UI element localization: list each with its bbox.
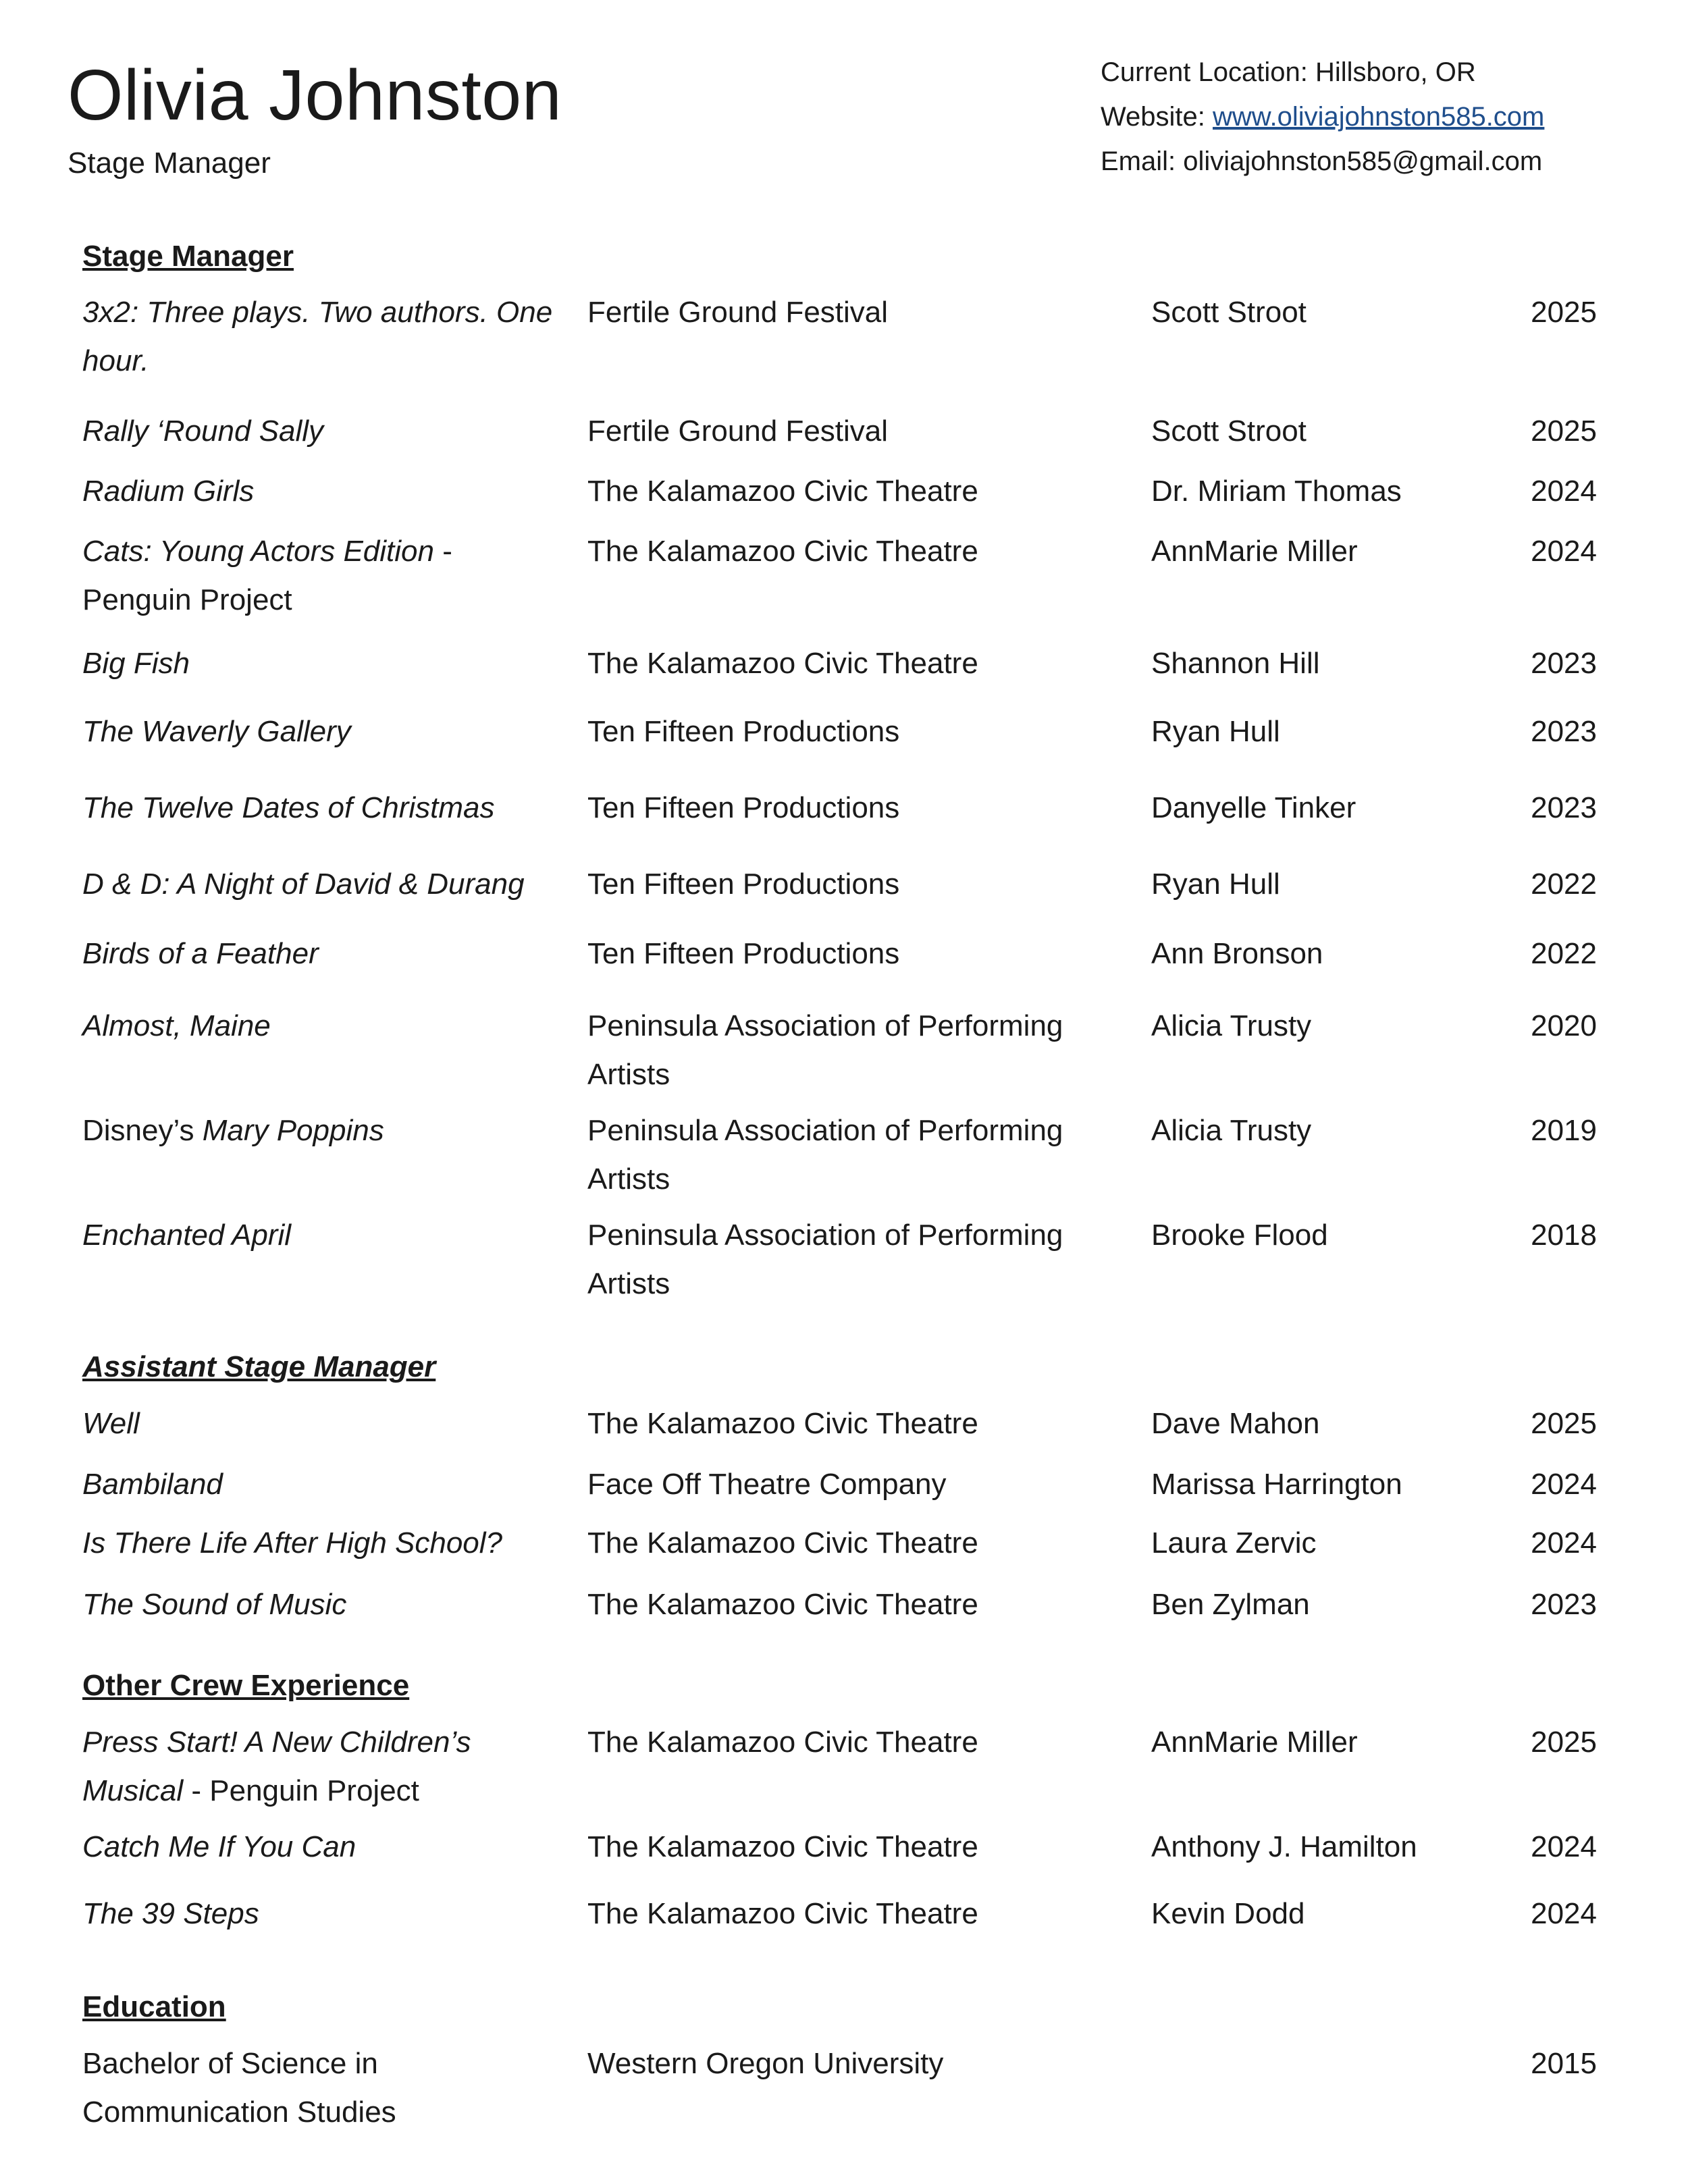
credit-venue: The Kalamazoo Civic Theatre — [587, 535, 978, 568]
credit-year: 2025 — [1531, 1407, 1597, 1440]
credit-director: Alicia Trusty — [1151, 1009, 1312, 1042]
credit-title: Enchanted April — [82, 1219, 292, 1252]
credit-year: 2025 — [1531, 1726, 1597, 1759]
credit-title: Big Fish — [82, 647, 190, 680]
credit-title: Rally ‘Round Sally — [82, 415, 324, 448]
credit-title: Almost, Maine — [82, 1009, 271, 1042]
credit-year: 2024 — [1531, 1897, 1597, 1930]
credit-year: 2023 — [1531, 791, 1597, 824]
credit-venue: The Kalamazoo Civic Theatre — [587, 1588, 978, 1621]
credit-director: Laura Zervic — [1151, 1526, 1317, 1560]
credit-director: Dr. Miriam Thomas — [1151, 475, 1402, 508]
credit-year: 2023 — [1531, 1588, 1597, 1621]
credit-title: Bambiland — [82, 1468, 223, 1501]
credit-title: Press Start! A New Children’s Musical - Penguin Project — [82, 1726, 471, 1807]
credit-venue: Ten Fifteen Productions — [587, 868, 900, 901]
credit-year: 2023 — [1531, 647, 1597, 680]
credit-title: Is There Life After High School? — [82, 1526, 503, 1560]
credit-year: 2024 — [1531, 535, 1597, 568]
website-prefix: Website: — [1101, 102, 1213, 132]
credit-venue: The Kalamazoo Civic Theatre — [587, 1726, 978, 1759]
resume-name: Olivia Johnston — [68, 55, 562, 135]
education-degree: Bachelor of Science in Communication Studies — [82, 2047, 396, 2129]
credit-director: Alicia Trusty — [1151, 1114, 1312, 1147]
credit-venue: Fertile Ground Festival — [587, 296, 889, 329]
credit-venue: The Kalamazoo Civic Theatre — [587, 1830, 978, 1863]
contact-block — [1101, 55, 1544, 189]
section-heading-stage-manager: Stage Manager — [82, 240, 294, 273]
section-heading-assistant-stage-manager: Assistant Stage Manager — [82, 1350, 436, 1383]
credit-year: 2024 — [1531, 1830, 1597, 1863]
website-line — [1101, 100, 1544, 144]
credit-year: 2022 — [1531, 937, 1597, 970]
credit-year: 2024 — [1531, 475, 1597, 508]
credit-director: AnnMarie Miller — [1151, 1726, 1358, 1759]
credit-year: 2020 — [1531, 1009, 1597, 1042]
credit-director: Shannon Hill — [1151, 647, 1320, 680]
credit-year: 2019 — [1531, 1114, 1597, 1147]
credit-title: 3x2: Three plays. Two authors. One hour. — [82, 296, 553, 377]
credit-venue: Fertile Ground Festival — [587, 415, 889, 448]
credit-year: 2025 — [1531, 296, 1597, 329]
credit-year: 2023 — [1531, 715, 1597, 748]
credit-venue: The Kalamazoo Civic Theatre — [587, 1407, 978, 1440]
credit-title: The Twelve Dates of Christmas — [82, 791, 495, 824]
credit-year: 2022 — [1531, 868, 1597, 901]
credit-title: D & D: A Night of David & Durang — [82, 868, 525, 901]
education-year: 2015 — [1531, 2047, 1597, 2080]
credit-title: The Sound of Music — [82, 1588, 347, 1621]
credit-director: Dave Mahon — [1151, 1407, 1320, 1440]
credit-title: The Waverly Gallery — [82, 715, 351, 748]
credit-venue: The Kalamazoo Civic Theatre — [587, 475, 978, 508]
credit-director: Brooke Flood — [1151, 1219, 1328, 1252]
credit-director: Kevin Dodd — [1151, 1897, 1305, 1930]
website-link[interactable]: www.oliviajohnston585.com — [1213, 102, 1545, 132]
credit-title: Well — [82, 1407, 140, 1440]
credit-venue: The Kalamazoo Civic Theatre — [587, 647, 978, 680]
credit-title: Catch Me If You Can — [82, 1830, 357, 1863]
credit-venue: Peninsula Association of Performing Artists — [587, 1219, 1063, 1300]
credit-year: 2024 — [1531, 1468, 1597, 1501]
credit-director: Anthony J. Hamilton — [1151, 1830, 1417, 1863]
location-line: Current Location: Hillsboro, OR — [1101, 57, 1476, 87]
credit-director: AnnMarie Miller — [1151, 535, 1358, 568]
credit-year: 2018 — [1531, 1219, 1597, 1252]
credit-title: Cats: Young Actors Edition - Penguin Project — [82, 535, 452, 616]
credit-director: Ann Bronson — [1151, 937, 1323, 970]
resume-subtitle: Stage Manager — [68, 147, 271, 180]
credit-venue: The Kalamazoo Civic Theatre — [587, 1526, 978, 1560]
credit-title: Radium Girls — [82, 475, 255, 508]
credit-year: 2024 — [1531, 1526, 1597, 1560]
credit-director: Danyelle Tinker — [1151, 791, 1356, 824]
section-heading-education: Education — [82, 1990, 226, 2023]
credit-title: Disney’s Mary Poppins — [82, 1114, 384, 1147]
credit-venue: Ten Fifteen Productions — [587, 715, 900, 748]
credit-director: Scott Stroot — [1151, 296, 1307, 329]
education-school: Western Oregon University — [587, 2047, 944, 2080]
credit-venue: Ten Fifteen Productions — [587, 937, 900, 970]
credit-director: Ryan Hull — [1151, 715, 1280, 748]
credit-director: Scott Stroot — [1151, 415, 1307, 448]
credit-title: The 39 Steps — [82, 1897, 259, 1930]
credit-venue: Peninsula Association of Performing Artists — [587, 1114, 1063, 1196]
credit-director: Ben Zylman — [1151, 1588, 1310, 1621]
credit-venue: Ten Fifteen Productions — [587, 791, 900, 824]
credit-venue: Face Off Theatre Company — [587, 1468, 947, 1501]
credit-year: 2025 — [1531, 415, 1597, 448]
credit-director: Ryan Hull — [1151, 868, 1280, 901]
email-line: Email: oliviajohnston585@gmail.com — [1101, 147, 1543, 176]
credit-venue: Peninsula Association of Performing Artists — [587, 1009, 1063, 1091]
section-heading-other-crew: Other Crew Experience — [82, 1669, 410, 1702]
credit-venue: The Kalamazoo Civic Theatre — [587, 1897, 978, 1930]
credit-title: Birds of a Feather — [82, 937, 319, 970]
credit-director: Marissa Harrington — [1151, 1468, 1402, 1501]
